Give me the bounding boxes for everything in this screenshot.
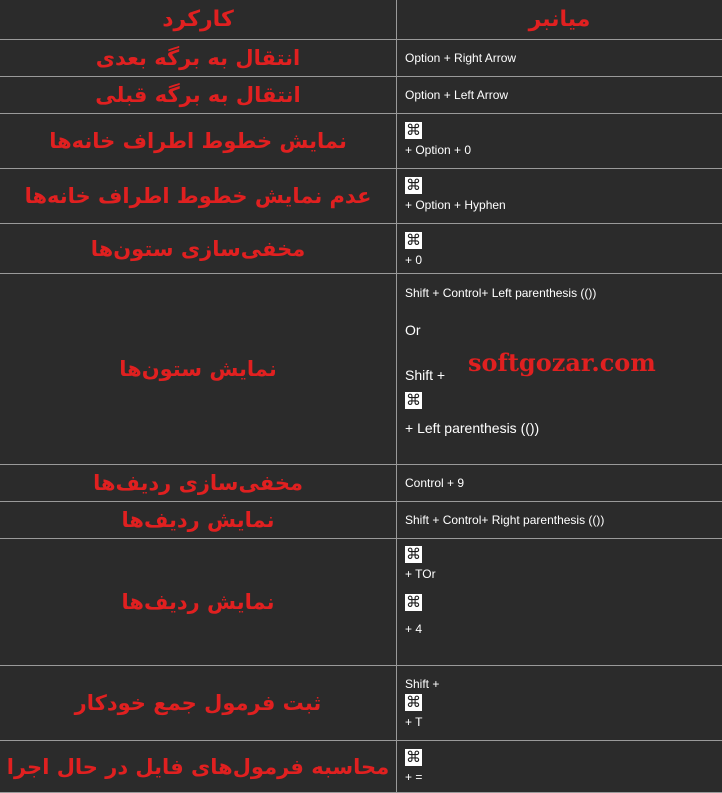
shortcut-text: Shift +: [405, 367, 446, 383]
header-action: کارکرد: [162, 7, 234, 32]
table-row: [0, 538, 722, 665]
row-shortcut: [396, 539, 722, 665]
shortcut-text: + =: [405, 770, 423, 784]
command-key-icon: ⌘: [406, 121, 421, 139]
row-shortcut: [396, 77, 722, 113]
command-key-icon: ⌘: [406, 693, 421, 711]
table-row: [0, 168, 722, 223]
row-action: نمایش ستون‌ها: [119, 357, 277, 381]
shortcut-or: Or: [405, 322, 421, 338]
shortcut-text: + TOr: [405, 567, 436, 581]
shortcut-text: + 4: [405, 622, 423, 636]
row-action: نمایش خطوط اطراف خانه‌ها: [49, 129, 347, 153]
row-action: عدم نمایش خطوط اطراف خانه‌ها: [24, 184, 372, 208]
row-shortcut: [396, 502, 722, 538]
shortcut-text: + T: [405, 715, 423, 729]
row-shortcut: [396, 666, 722, 740]
shortcut-text: + 0: [405, 253, 423, 267]
table-row: [0, 740, 722, 793]
command-key-icon: ⌘: [406, 545, 421, 563]
table-row: [0, 665, 722, 740]
row-action: مخفی‌سازی ستون‌ها: [90, 236, 306, 261]
row-shortcut: [396, 224, 722, 273]
row-shortcut: [396, 465, 722, 501]
table-row: [0, 501, 722, 538]
shortcut-text: + Option + 0: [405, 143, 472, 157]
command-key-icon: ⌘: [406, 748, 421, 766]
row-action: محاسبه فرمول‌های فایل در حال اجرا: [6, 755, 390, 779]
row-shortcut: [396, 114, 722, 168]
shortcut-text: + Left parenthesis (()): [405, 420, 540, 436]
shortcut-text: Option + Left Arrow: [405, 88, 509, 102]
command-key-icon: ⌘: [406, 593, 421, 611]
row-action: مخفی‌سازی ردیف‌ها: [93, 471, 303, 495]
command-key-icon: ⌘: [406, 176, 421, 194]
shortcut-text: Shift + Control+ Right parenthesis (()): [405, 513, 605, 527]
row-action: ثبت فرمول جمع خودکار: [74, 691, 322, 715]
shortcut-text: + Option + Hyphen: [405, 198, 506, 212]
shortcut-text: Shift +: [405, 677, 440, 691]
row-shortcut: [396, 169, 722, 223]
shortcut-text: Shift + Control+ Left parenthesis (()): [405, 286, 597, 300]
table-row: [0, 76, 722, 113]
command-key-icon: ⌘: [406, 231, 421, 249]
table-row: [0, 223, 722, 273]
table-row: [0, 464, 722, 501]
command-key-icon: ⌘: [406, 391, 421, 409]
row-action: انتقال به برگه قبلی: [95, 83, 301, 107]
row-action: نمایش ردیف‌ها: [121, 590, 275, 614]
row-shortcut: [396, 40, 722, 76]
header-shortcut-cell: [396, 0, 722, 39]
row-shortcut: [396, 741, 722, 793]
shortcut-text: Control + 9: [405, 476, 465, 490]
row-action: نمایش ردیف‌ها: [121, 508, 275, 532]
row-action: انتقال به برگه بعدی: [95, 46, 301, 70]
header-shortcut: میانبر: [528, 7, 591, 32]
watermark: softgozar.com: [468, 348, 656, 377]
shortcut-text: Option + Right Arrow: [405, 51, 517, 65]
table-row: [0, 113, 722, 168]
table-header: [0, 0, 722, 39]
table-row: [0, 39, 722, 76]
